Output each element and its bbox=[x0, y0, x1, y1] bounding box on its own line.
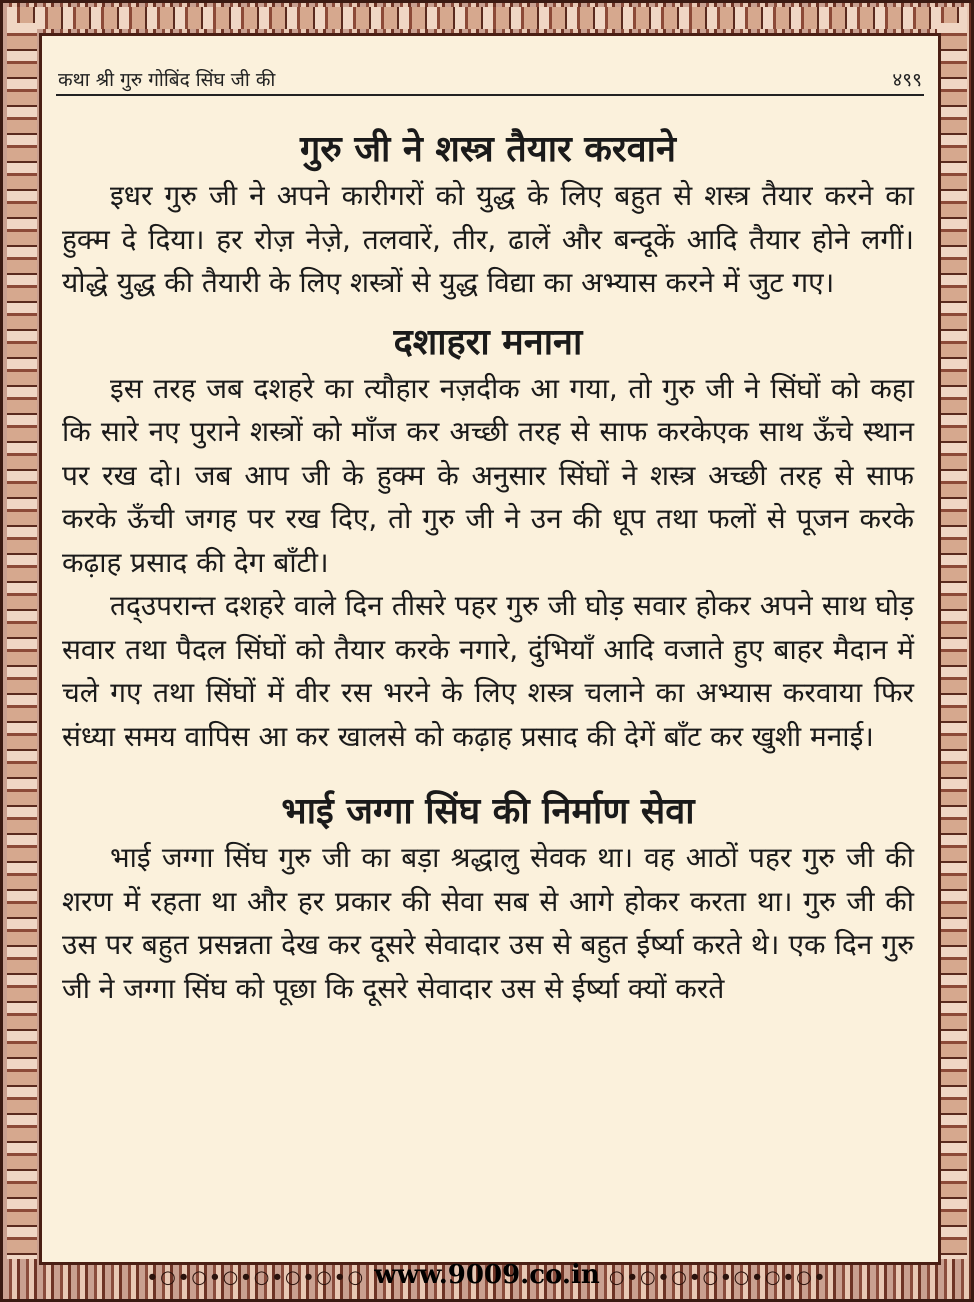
section-heading-weapons: गुरु जी ने शस्त्र तैयार करवाने bbox=[300, 129, 676, 170]
footer-dots-left: •○•○•○•○•○•○•○ bbox=[146, 1267, 366, 1288]
book-page bbox=[39, 33, 941, 1265]
frame-border-right bbox=[937, 23, 967, 1259]
section-heading-dussehra: दशाहरा मनाना bbox=[393, 321, 583, 363]
paragraph-dussehra-1: इस तरह जब दशहरे का त्यौहार नज़दीक आ गया, तो गुरु जी ने सिंघों को कहा कि सारे नए पुराने शस्त्रों को माँज कर अच्छी तरह से साफ करकेएक साथ ऊँचे स्थान पर रख दो। जब आप जी के हुक्म के अनुसार सिंघों ने शस्त्र अच्छी तरह से साफ करके ऊँची जगह पर रख दिए, तो गुरु जी ने उन की धूप तथा फलों से पूजन करके कढ़ाह प्रसाद की देग बाँटी। bbox=[62, 371, 914, 579]
section-heading-jagga-singh: भाई जग्गा सिंघ की निर्माण सेवा bbox=[281, 791, 695, 832]
frame-border-top bbox=[7, 7, 967, 29]
running-header bbox=[56, 64, 924, 96]
paragraph-jagga-singh: भाई जग्गा सिंघ गुरु जी का बड़ा श्रद्धालु सेवक था। वह आठों पहर गुरु जी की शरण में रहता था और हर प्रकार की सेवा सब से आगे होकर करता था। गुरु जी की उस पर बहुत प्रसन्नता देख कर दूसरे सेवादार उस से बहुत ईर्ष्या करते थे। एक दिन गुरु जी ने जग्गा सिंघ को पूछा कि दूसरे सेवादार उस से ईर्ष्या क्यों करते bbox=[62, 841, 914, 1005]
footer-bar bbox=[7, 1255, 967, 1295]
page-number: ४९९ bbox=[892, 69, 922, 91]
page-content bbox=[62, 118, 914, 1010]
footer-dots-right: ○•○•○•○•○•○•○• bbox=[608, 1267, 828, 1288]
website-link[interactable]: www.9009.co.in bbox=[374, 1260, 600, 1290]
running-title: कथा श्री गुरु गोबिंद सिंघ जी की bbox=[58, 69, 276, 91]
frame-border-left bbox=[7, 23, 37, 1259]
paragraph-dussehra-2: तद्उपरान्त दशहरे वाले दिन तीसरे पहर गुरु जी घोड़ सवार होकर अपने साथ घोड़ सवार तथा पैदल सिंघों को तैयार करके नगारे, दुंभियाँ आदि वजाते हुए बाहर मैदान में चले गए तथा सिंघों में वीर रस भरने के लिए शस्त्र चलाने का अभ्यास करवाया फिर संध्या समय वापिस आ कर खालसे को कढ़ाह प्रसाद की देगें बाँट कर खुशी मनाई। bbox=[62, 589, 914, 753]
paragraph-weapons: इधर गुरु जी ने अपने कारीगरों को युद्ध के लिए बहुत से शस्त्र तैयार करने का हुक्म दे दिया। हर रोज़ नेज़े, तलवारें, तीर, ढालें और बन्दूकें आदि तैयार होने लगीं। योद्धे युद्ध की तैयारी के लिए शस्त्रों से युद्ध विद्या का अभ्यास करने में जुट गए। bbox=[62, 179, 914, 299]
